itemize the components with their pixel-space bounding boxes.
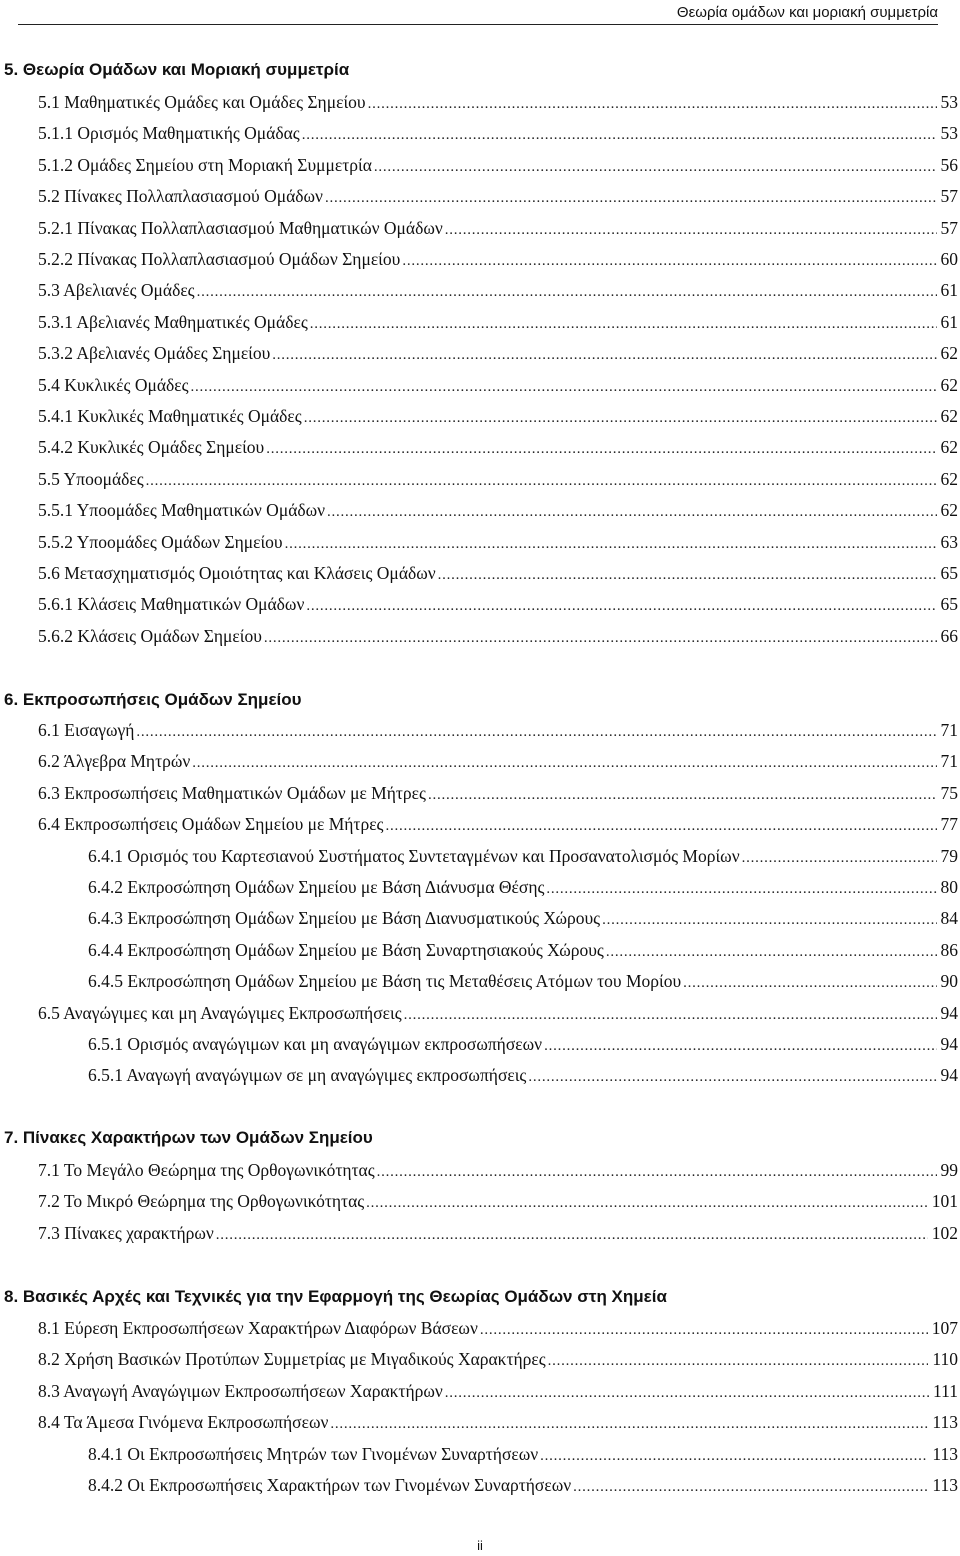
toc-entry[interactable] [38,469,958,493]
toc-page-number: 113 [932,1475,958,1495]
toc-dot-leader [216,1227,928,1244]
toc-entry-label: 5.2.1 Πίνακας Πολλαπλασιασμού Μαθηματικών Ομάδων [38,217,443,238]
toc-dot-leader [480,1322,928,1339]
toc-dot-leader [377,1164,937,1181]
toc-entry-label: 8.1 Εύρεση Εκπροσωπήσεων Χαρακτήρων Διαφόρων Βάσεων [38,1318,478,1338]
toc-dot-leader [146,473,937,490]
toc-entry[interactable] [88,1065,958,1089]
toc-page-number: 99 [940,1160,958,1180]
toc-page-number: 110 [932,1349,958,1370]
toc-entry-label: 6.5 Αναγώγιμες και μη Αναγώγιμες Εκπροσωπήσεις [38,1002,402,1023]
toc-entry-label: 8.4 Τα Άμεσα Γινόμενα Εκπροσωπήσεων [38,1412,329,1433]
toc-entry[interactable] [88,908,958,932]
toc-page-number: 60 [940,249,958,269]
toc-entry-label: 5.2.2 Πίνακας Πολλαπλασιασμού Ομάδων Σημείου [38,249,401,269]
toc-page-number: 62 [940,500,958,521]
toc-entry-label: 5.6 Μετασχηματισμός Ομοιότητας και Κλάσεις Ομάδων [38,563,436,583]
toc-entry-label: 5.4.2 Κυκλικές Ομάδες Σημείου [38,437,265,458]
toc-entry[interactable] [88,877,958,901]
toc-page-number: 56 [940,154,958,175]
toc-entry[interactable] [88,1034,958,1058]
toc-entry-label: 6.4.3 Εκπροσώπηση Ομάδων Σημείου με Βάση Διανυσματικούς Χώρους [88,908,601,929]
toc-dot-leader [302,127,937,144]
toc-page-number: 62 [940,374,958,395]
toc-entry[interactable] [38,720,958,744]
toc-dot-leader [306,598,936,615]
toc-entry-label: 5.1 Μαθηματικές Ομάδες και Ομάδες Σημείου [38,92,366,112]
toc-page-number: 57 [940,186,958,207]
toc-entry-label: 6.3 Εκπροσωπήσεις Μαθηματικών Ομάδων με Μήτρες [38,782,426,803]
toc-entry-label: 5.1.2 Ομάδες Σημείου στη Μοριακή Συμμετρία [38,154,372,175]
toc-entry[interactable] [88,1475,958,1499]
toc-entry-label: 5.5.2 Υποομάδες Ομάδων Σημείου [38,531,283,552]
toc-entry[interactable] [38,563,958,587]
toc-entry-label: 6.5.1 Αναγωγή αναγώγιμων σε μη αναγώγιμες εκπροσωπήσεις [88,1065,527,1086]
toc-dot-leader [191,379,937,396]
toc-dot-leader [366,1195,928,1212]
toc-entry[interactable] [38,186,958,210]
toc-entry[interactable] [38,437,958,461]
toc-entry[interactable] [38,343,958,367]
running-header: Θεωρία ομάδων και μοριακή συμμετρία [676,4,938,21]
toc-dot-leader [304,410,937,427]
toc-entry[interactable] [38,123,958,147]
toc-entry-label: 7.3 Πίνακες χαρακτήρων [38,1222,214,1243]
toc-page-number: 65 [940,563,958,583]
toc-dot-leader [197,284,937,301]
toc-dot-leader [192,755,936,772]
toc-entry-label: 5.3 Αβελιανές Ομάδες [38,280,195,301]
toc-entry[interactable] [88,940,958,964]
toc-entry[interactable] [38,1003,958,1027]
toc-entry-label: 6.4.1 Ορισμός του Καρτεσιανού Συστήματος Συντεταγμένων και Προσανατολισμός Μορίων [88,845,740,866]
toc-entry-label: 5.3.2 Αβελιανές Ομάδες Σημείου [38,343,271,364]
toc-entry-label: 8.4.2 Οι Εκπροσωπήσεις Χαρακτήρων των Γινομένων Συναρτήσεων [88,1475,572,1495]
toc-dot-leader [742,850,937,867]
toc-page-number: 84 [940,908,958,929]
toc-entry-label: 6.1 Εισαγωγή [38,720,135,740]
toc-dot-leader [428,787,937,804]
toc-page-number: 66 [940,625,958,646]
toc-entry[interactable] [38,155,958,179]
toc-entry[interactable] [38,1160,958,1184]
toc-dot-leader [546,881,936,898]
toc-entry-label: 8.4.1 Οι Εκπροσωπήσεις Μητρών των Γινομένων Συναρτήσεων [88,1443,539,1464]
toc-entry[interactable] [38,1412,958,1436]
toc-page-number: 53 [940,92,958,112]
page-number: ii [477,1538,483,1553]
toc-page-number: 77 [940,814,958,835]
toc-entry-label: 6.5.1 Ορισμός αναγώγιμων και μη αναγώγιμων εκπροσωπήσεων [88,1034,543,1054]
toc-dot-leader [327,504,936,521]
toc-page-number: 111 [933,1380,958,1401]
toc-entry[interactable] [38,500,958,524]
toc-entry-label: 7.1 Το Μεγάλο Θεώρημα της Ορθογωνικότητας [38,1160,375,1180]
toc-entry[interactable] [38,532,958,556]
toc-entry[interactable] [38,1349,958,1373]
toc-dot-leader [528,1069,936,1086]
toc-dot-leader [374,159,937,176]
section-heading: 8. Βασικές Αρχές και Τεχνικές για την Εφαρμογή της Θεωρίας Ομάδων στη Χημεία [4,1287,667,1306]
toc-entry-label: 5.2 Πίνακες Πολλαπλασιασμού Ομάδων [38,186,323,207]
toc-entry-label: 5.5.1 Υποομάδες Μαθηματικών Ομάδων [38,500,326,521]
toc-dot-leader [385,818,936,835]
toc-dot-leader [272,347,936,364]
toc-page-number: 107 [931,1318,958,1338]
toc-dot-leader [544,1038,936,1055]
toc-entry-label: 8.3 Αναγωγή Αναγώγιμων Εκπροσωπήσεων Χαρακτήρων [38,1380,443,1401]
toc-dot-leader [402,253,936,270]
toc-page-number: 62 [940,468,958,489]
toc-entry[interactable] [38,406,958,430]
toc-page-number: 113 [932,1412,958,1433]
toc-entry[interactable] [38,312,958,336]
toc-dot-leader [136,724,936,741]
toc-dot-leader [445,1385,929,1402]
toc-entry[interactable] [38,626,958,650]
toc-entry-label: 5.5 Υποομάδες [38,468,144,489]
toc-dot-leader [445,222,937,239]
toc-page-number: 65 [940,594,958,615]
toc-entry[interactable] [38,218,958,242]
toc-page-number: 101 [931,1191,958,1212]
toc-entry-label: 8.2 Χρήση Βασικών Προτύπων Συμμετρίας με Μιγαδικούς Χαρακτήρες [38,1349,546,1370]
toc-dot-leader [285,536,937,553]
toc-entry[interactable] [38,375,958,399]
toc-entry-label: 6.4.5 Εκπροσώπηση Ομάδων Σημείου με Βάση τις Μεταθέσεις Ατόμων του Μορίου [88,971,682,992]
toc-page-number: 57 [940,217,958,238]
toc-page-number: 80 [940,877,958,897]
toc-page-number: 63 [940,531,958,552]
toc-entry-label: 5.4.1 Κυκλικές Μαθηματικές Ομάδες [38,406,302,426]
toc-entry-label: 5.6.2 Κλάσεις Ομάδων Σημείου [38,625,262,646]
toc-entry[interactable] [38,783,958,807]
toc-page-number: 75 [940,782,958,803]
toc-dot-leader [264,630,937,647]
toc-dot-leader [438,567,937,584]
toc-entry-label: 5.6.1 Κλάσεις Μαθηματικών Ομάδων [38,594,305,615]
toc-page-number: 86 [940,939,958,960]
toc-page-number: 61 [940,280,958,301]
toc-entry[interactable] [38,1318,958,1342]
toc-page-number: 53 [940,123,958,144]
toc-entry[interactable] [38,1381,958,1405]
toc-dot-leader [368,96,937,113]
toc-entry-label: 6.4.4 Εκπροσώπηση Ομάδων Σημείου με Βάση Συναρτησιακούς Χώρους [88,939,604,960]
toc-page-number: 61 [940,311,958,332]
toc-entry[interactable] [38,814,958,838]
toc-dot-leader [540,1448,928,1465]
toc-entry-label: 6.2 Άλγεβρα Μητρών [38,751,191,772]
toc-dot-leader [602,912,936,929]
toc-dot-leader [325,190,937,207]
toc-page-number: 90 [940,971,958,992]
toc-page-number: 62 [940,437,958,458]
header-rule [18,24,938,25]
toc-dot-leader [310,316,937,333]
toc-dot-leader [683,975,936,992]
toc-dot-leader [573,1479,928,1496]
toc-entry[interactable] [88,971,958,995]
toc-page-number: 79 [940,845,958,866]
toc-dot-leader [404,1007,937,1024]
toc-entry[interactable] [88,1444,958,1468]
toc-dot-leader [606,944,937,961]
toc-page-number: 62 [940,343,958,364]
toc-entry[interactable] [38,1223,958,1247]
toc-entry[interactable] [38,249,958,273]
toc-entry[interactable] [38,594,958,618]
toc-entry[interactable] [88,846,958,870]
toc-page-number: 94 [940,1065,958,1086]
toc-page-number: 71 [940,751,958,772]
toc-dot-leader [548,1353,929,1370]
toc-entry-label: 5.3.1 Αβελιανές Μαθηματικές Ομάδες [38,311,308,332]
section-heading: 5. Θεωρία Ομάδων και Μοριακή συμμετρία [4,60,350,79]
toc-page-number: 62 [940,406,958,426]
toc-page-number: 102 [931,1222,958,1243]
toc-entry-label: 5.1.1 Ορισμός Μαθηματικής Ομάδας [38,123,300,144]
toc-entry[interactable] [38,751,958,775]
toc-entry-label: 6.4 Εκπροσωπήσεις Ομάδων Σημείου με Μήτρες [38,814,384,835]
toc-page-number: 94 [940,1002,958,1023]
toc-entry-label: 5.4 Κυκλικές Ομάδες [38,374,189,395]
toc-entry[interactable] [38,1191,958,1215]
toc-page-number: 94 [940,1034,958,1054]
toc-entry[interactable] [38,92,958,116]
toc-page-number: 71 [940,720,958,740]
toc-entry-label: 7.2 Το Μικρό Θεώρημα της Ορθογωνικότητας [38,1191,365,1212]
toc-entry[interactable] [38,280,958,304]
toc-dot-leader [266,441,936,458]
toc-dot-leader [330,1416,928,1433]
toc-entry-label: 6.4.2 Εκπροσώπηση Ομάδων Σημείου με Βάση Διάνυσμα Θέσης [88,877,545,897]
section-heading: 7. Πίνακες Χαρακτήρων των Ομάδων Σημείου [4,1128,373,1147]
section-heading: 6. Εκπροσωπήσεις Ομάδων Σημείου [4,690,302,709]
toc-page-number: 113 [932,1443,958,1464]
